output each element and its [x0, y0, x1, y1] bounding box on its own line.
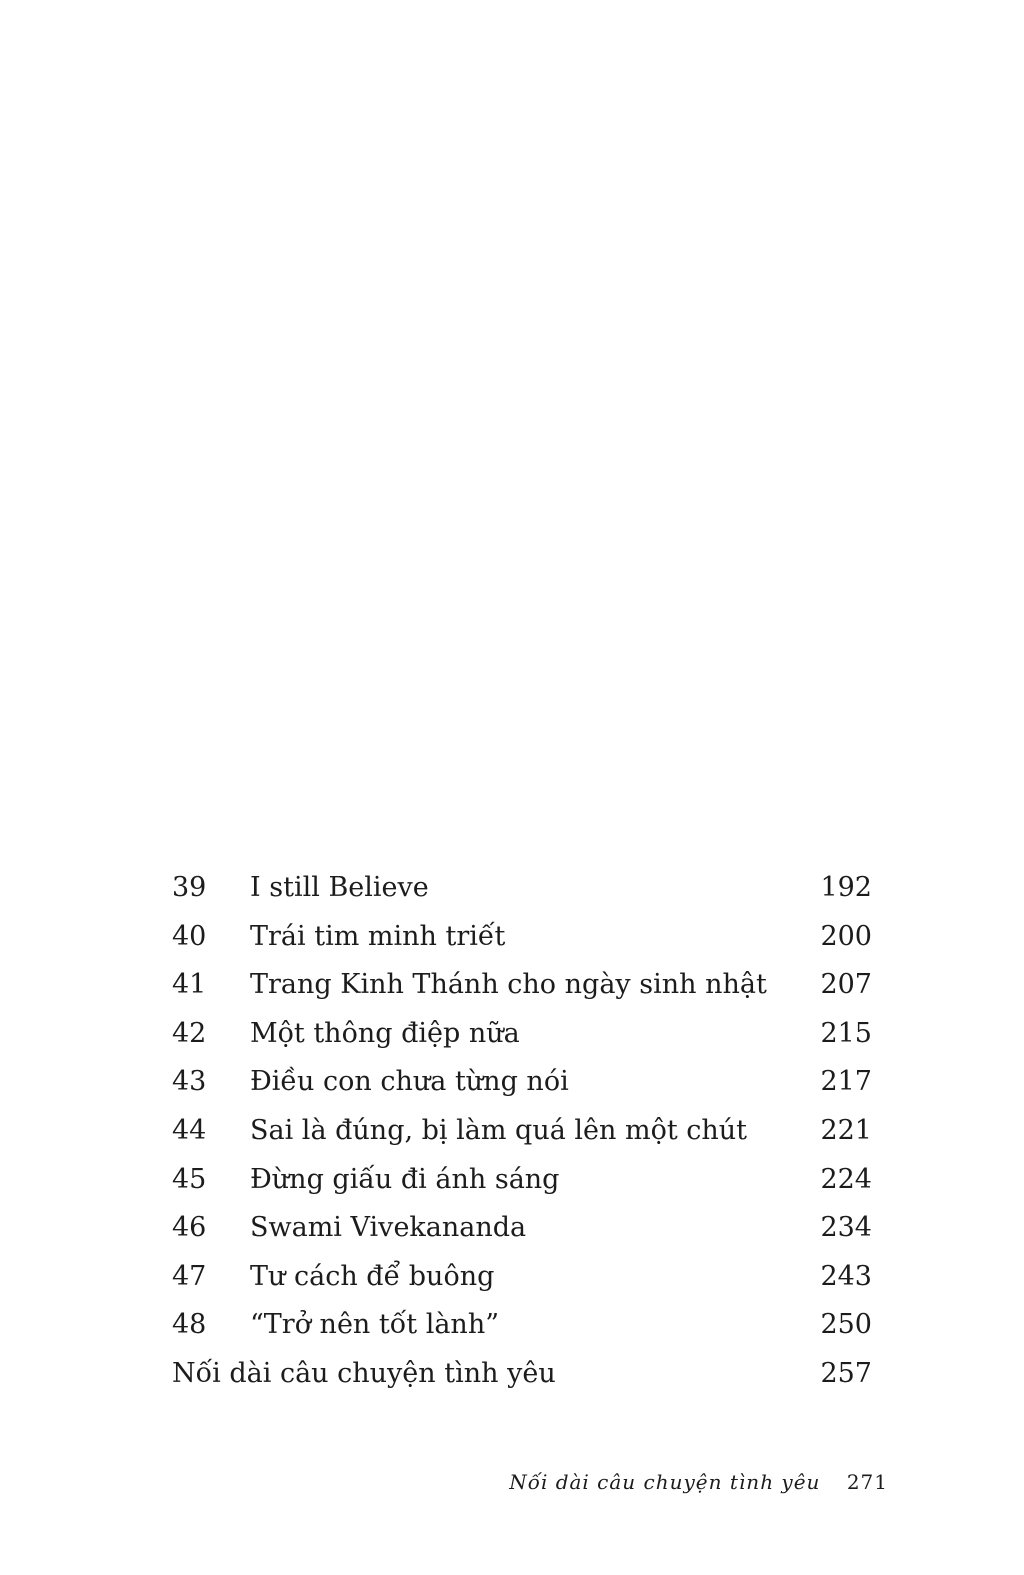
chapter-page: 215 — [820, 1017, 872, 1049]
chapter-title: Đừng giấu đi ánh sáng — [250, 1163, 560, 1195]
toc-entry-43 — [172, 1058, 872, 1107]
chapter-number: 46 — [172, 1212, 207, 1244]
chapter-number: 39 — [172, 872, 207, 903]
chapter-number: 48 — [172, 1309, 207, 1341]
toc-entry-45 — [172, 1156, 872, 1205]
toc-entry-40 — [172, 913, 872, 962]
toc-entry-39 — [172, 864, 872, 913]
toc-entry-44 — [172, 1107, 872, 1156]
afterword-page: 257 — [820, 1357, 872, 1389]
chapter-page: 234 — [820, 1212, 872, 1244]
chapter-page: 200 — [820, 920, 872, 952]
chapter-number: 45 — [172, 1163, 207, 1195]
chapter-page: 221 — [820, 1114, 872, 1146]
afterword-title: Nối dài câu chuyện tình yêu — [172, 1357, 556, 1389]
toc-entry-48 — [172, 1301, 872, 1350]
chapter-title: Tư cách để buông — [250, 1260, 495, 1292]
chapter-number: 43 — [172, 1066, 207, 1098]
chapter-title: I still Believe — [250, 872, 429, 903]
chapter-page: 243 — [820, 1260, 872, 1292]
chapter-page: 250 — [820, 1309, 872, 1341]
chapter-title: Một thông điệp nữa — [250, 1017, 520, 1049]
chapter-page: 217 — [820, 1066, 872, 1098]
chapter-number: 44 — [172, 1114, 207, 1146]
running-footer — [509, 1466, 888, 1498]
chapter-title: “Trở nên tốt lành” — [250, 1309, 500, 1341]
chapter-page: 192 — [820, 872, 872, 903]
toc-entry-47 — [172, 1253, 872, 1302]
chapter-number: 42 — [172, 1017, 207, 1049]
chapter-title: Swami Vivekananda — [250, 1212, 527, 1244]
toc-entry-41 — [172, 961, 872, 1010]
chapter-title: Sai là đúng, bị làm quá lên một chút — [250, 1114, 748, 1146]
chapter-number: 40 — [172, 920, 207, 952]
chapter-title: Trang Kinh Thánh cho ngày sinh nhật — [250, 969, 767, 1001]
chapter-number: 41 — [172, 969, 207, 1001]
toc-entry-42 — [172, 1010, 872, 1059]
table-of-contents — [172, 864, 872, 1399]
chapter-page: 224 — [820, 1163, 872, 1195]
running-title: Nối dài câu chuyện tình yêu — [509, 1470, 821, 1494]
chapter-page: 207 — [820, 969, 872, 1001]
page-number: 271 — [846, 1470, 888, 1494]
chapter-title: Trái tim minh triết — [250, 920, 506, 952]
toc-entry-afterword — [172, 1350, 872, 1399]
toc-entry-46 — [172, 1204, 872, 1253]
chapter-number: 47 — [172, 1260, 207, 1292]
chapter-title: Điều con chưa từng nói — [250, 1066, 569, 1098]
